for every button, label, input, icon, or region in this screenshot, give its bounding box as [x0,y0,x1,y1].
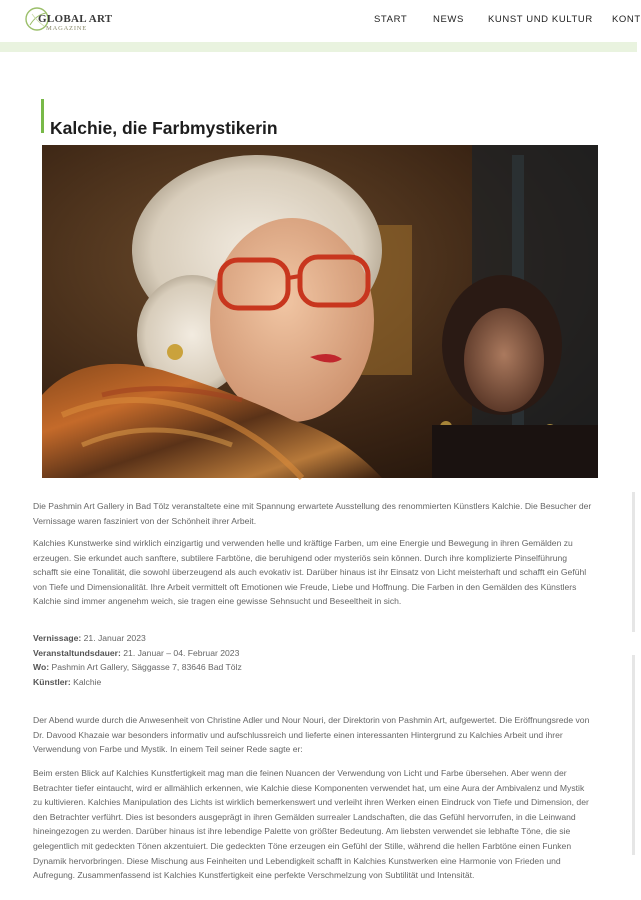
meta-wo-label: Wo: [33,662,50,673]
meta-kuenstler-value: Kalchie [73,676,102,687]
article-body-2 [33,713,593,757]
meta-vernissage [33,631,593,646]
logo-subtitle: MAGAZINE [46,25,88,32]
nav-kunst-und-kultur[interactable]: KUNST UND KULTUR [488,14,593,25]
paragraph-body-3: Beim ersten Blick auf Kalchies Kunstfertigkeit mag man die feinen Nuancen der Verwendung von Licht und Farbe übersehen. Aber wenn der Betrachter tiefer eintaucht, wird er allmählich erkennen, wie Kalchie diese Komponenten verwendet hat, um eine Aura der Ambivalenz und Mystik zu kultivieren. Kalchies Manipulation des Lichts ist wirklich bemerkenswert und verleiht ihren Werken einen Eindruck von Tiefe und Dimension, der den Betrachter verführt. Dies ist besonders ausgeprägt in ihren Gemälden surrealer Landschaften, die das Gefühl hervorrufen, in die Leinwand hineingezogen zu werden. Darüber hinaus ist ihre lebendige Palette von größter Bedeutung. Am liebsten verwendet sie lebhafte Töne, die sie gelegentlich mit gedeckten Tönen akzentuiert. Die gedeckten Töne erzeugen ein Gefühl der Stille, während die hellen Farbtöne einen Funken Dynamik hervorbringen. Diese Mischung aus Feinheiten und Lebendigkeit schafft in Kalchies Kunstwerken eine Harmonie von Frieden und Aufregung. Zusammenfassend ist Kalchies Kunstfertigkeit eine perfekte Verschmelzung von Subtilität und Intensität. [33,768,589,881]
paragraph-body-2: Der Abend wurde durch die Anwesenheit von Christine Adler und Nour Nouri, der Direktorin von Pashmin Art, aufgewertet. Die Eröffnungsrede von Dr. Davood Khazaie war besonders informativ und aufschlussreich und lieferte einen interessanten Hintergrund zu Kalchies Arbeit und ihrer Verwendung von Farbe und Mystik. In einem Teil seiner Rede sagte er: [33,715,590,755]
scroll-edge-upper [632,492,635,632]
paragraph-body-1: Kalchies Kunstwerke sind wirklich einzigartig und verwenden helle und kräftige Farben, um eine Energie und Bewegung in ihren Gemälden zu erzeugen. Sie erkundet auch sanftere, subtilere Farbtöne, die beruhigend oder mysteriös sein können. Durch ihre komplizierte Pinselführung schafft sie eine Tonalität, die sowohl überzeugend als auch evokativ ist. Darüber hinaus ist ihr Einsatz von Licht meisterhaft und schafft ein Gefühl von Tiefe und Dimensionalität. Ihre Arbeit vermittelt oft Emotionen wie Freude, Liebe und Hoffnung. Die Farben in den Gemälden des Künstlers Kalchie sind immer angenehm weich, sie tragen eine gewisse Sehnsucht und Beseeltheit in sich. [33,538,587,607]
meta-vernissage-value: 21. Januar 2023 [83,633,146,643]
title-block [41,99,564,138]
logo-title: GLOBAL ART [38,13,113,25]
scroll-edge-lower [632,655,635,855]
paragraph-intro: Die Pashmin Art Gallery in Bad Tölz veranstaltete eine mit Spannung erwartete Ausstellung des renommierten Künstlers Kalchie. Die Besucher der Vernissage waren fasziniert von der Schönheit ihrer Arbeit. [33,501,592,526]
meta-kuenstler-label: Künstler: [33,676,71,687]
meta-dauer [33,646,593,661]
article-body-3 [33,766,593,883]
site-header [0,0,641,42]
article-intro [33,499,593,528]
header-accent-bar [0,42,637,52]
nav-kontakt[interactable]: KONT [612,14,641,25]
meta-kuenstler [33,675,593,690]
meta-wo-value: Pashmin Art Gallery, Säggasse 7, 83646 Bad Tölz [51,662,242,673]
article-photo [42,145,598,478]
nav-start[interactable]: START [374,14,408,25]
meta-dauer-value: 21. Januar – 04. Februar 2023 [123,647,240,658]
photo-illustration [42,145,598,478]
article-body-1 [33,536,593,609]
meta-wo [33,660,593,675]
nav-news[interactable]: NEWS [433,14,464,25]
meta-vernissage-label: Vernissage: [33,633,82,643]
site-logo[interactable] [24,5,114,35]
article-title: Kalchie, die Farbmystikerin [50,117,278,138]
meta-dauer-label: Veranstaltundsdauer: [33,647,121,658]
event-details [33,631,593,689]
